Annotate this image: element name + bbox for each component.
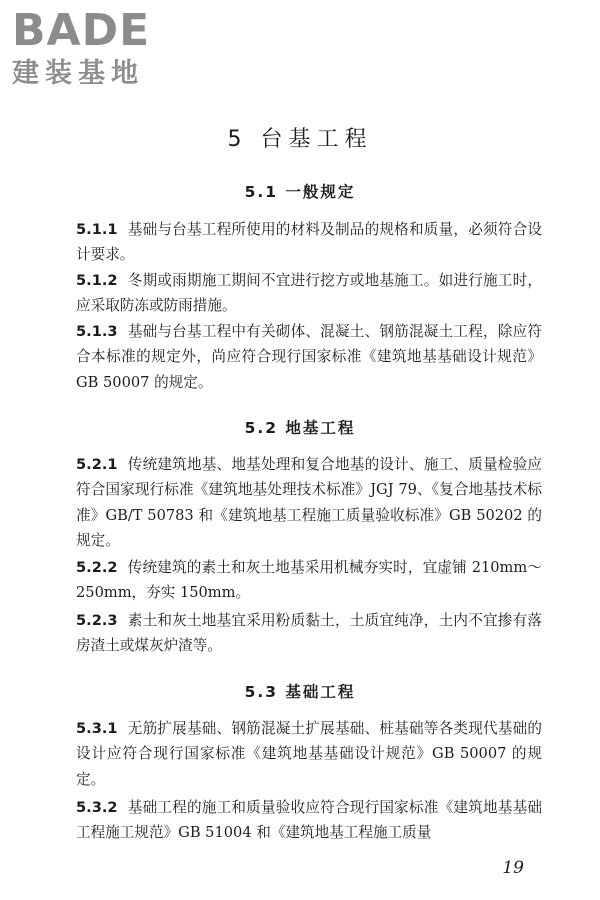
clause-number: 5.1.1: [76, 221, 118, 238]
clause-5-2-1: [76, 452, 542, 553]
clause-5-2-2: [76, 555, 542, 606]
clause-number: 5.1.2: [76, 272, 118, 289]
clause-text: 基础与台基工程中有关砌体、混凝土、钢筋混凝土工程，除应符合本标准的规定外，尚应符合现行国家标准《建筑地基基础设计规范》GB 50007 的规定。: [76, 323, 542, 391]
section-title-5-2: 5.2 地基工程: [244, 419, 356, 437]
section-title-5-3: 5.3 基础工程: [244, 683, 356, 701]
clause-text: 传统建筑地基、地基处理和复合地基的设计、施工、质量检验应符合国家现行标准《建筑地基处理技术标准》JGJ 79、《复合地基技术标准》GB/T 50783 和《建筑地基工程施工质量验收标准》GB 50202 的规定。: [76, 456, 542, 549]
clause-5-1-1: [76, 217, 542, 268]
clause-text: 无筋扩展基础、钢筋混凝土扩展基础、桩基础等各类现代基础的设计应符合现行国家标准《建筑地基基础设计规范》GB 50007 的规定。: [76, 720, 542, 788]
clause-text: 基础与台基工程所使用的材料及制品的规格和质量，必须符合设计要求。: [76, 221, 542, 264]
clause-text: 冬期或雨期施工期间不宜进行挖方或地基施工。如进行施工时，应采取防冻或防雨措施。: [76, 272, 542, 315]
logo-mark: BADE: [12, 5, 151, 56]
clause-text: 传统建筑的素土和灰土地基采用机械夯实时，宜虚铺 210mm～250mm，夯实 150mm。: [76, 559, 542, 602]
section-title-5-1: 5.1 一般规定: [244, 183, 356, 201]
clause-5-1-2: [76, 268, 542, 319]
clause-number: 5.3.1: [76, 720, 118, 737]
clause-number: 5.3.2: [76, 799, 118, 816]
clause-5-2-3: [76, 608, 542, 659]
clause-5-3-1: [76, 716, 542, 792]
watermark-logo: [12, 5, 182, 94]
clause-number: 5.1.3: [76, 323, 118, 340]
clause-number: 5.2.2: [76, 559, 118, 576]
chapter-title: 5 台基工程: [227, 127, 373, 152]
page-number: 19: [502, 858, 524, 878]
clause-number: 5.2.1: [76, 456, 118, 473]
clause-text: 素土和灰土地基宜采用粉质黏土，土质宜纯净，土内不宜掺有落房渣土或煤灰炉渣等。: [76, 612, 542, 655]
logo-subtitle: 建装基地: [12, 58, 144, 89]
clause-text: 基础工程的施工和质量验收应符合现行国家标准《建筑地基基础工程施工规范》GB 51004 和《建筑地基工程施工质量: [76, 799, 542, 842]
clause-number: 5.2.3: [76, 612, 118, 629]
clause-5-1-3: [76, 319, 542, 395]
clause-5-3-2: [76, 795, 542, 846]
